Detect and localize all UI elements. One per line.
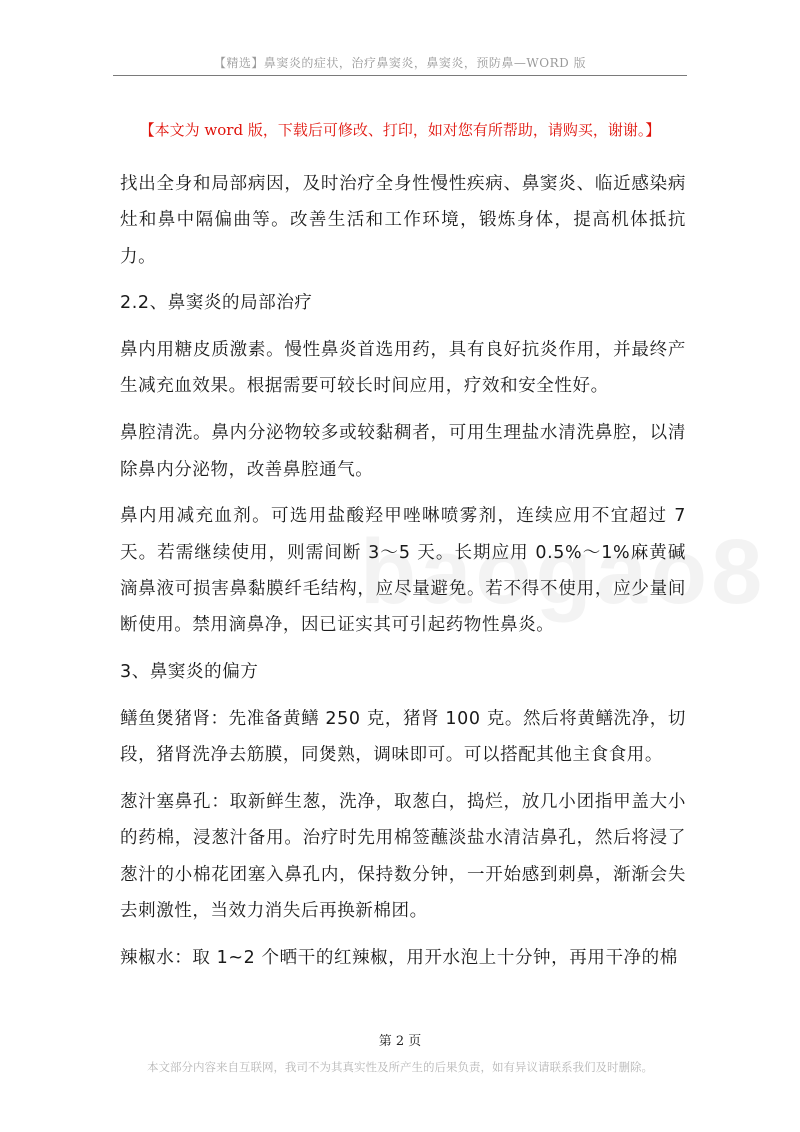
section-heading-folk-remedies: 3、鼻窦炎的偏方	[120, 662, 259, 683]
paragraph-decongestants: 鼻内用减充血剂。可选用盐酸羟甲唑啉喷雾剂，连续应用不宜超过 7 天。若需继续使用，则需间断 3～5 天。长期应用 0.5%～1%麻黄碱滴鼻液可损害鼻黏膜纤毛结构，应尽量避免。若不得不使用，应少量间断使用。禁用滴鼻净，因已证实其可引起药物性鼻炎。	[120, 506, 686, 636]
page-footer: 本文部分内容来自互联网，我司不为其真实性及所产生的后果负责，如有异议请联系我们及时删除。	[147, 1060, 653, 1074]
header-divider	[113, 75, 687, 76]
paragraph-eel-kidney-soup: 鳝鱼煲猪肾：先准备黄鳝 250 克，猪肾 100 克。然后将黄鳝洗净，切段，猪肾洗净去筋膜，同煲熟，调味即可。可以搭配其他主食食用。	[120, 708, 686, 766]
page-header: 【精选】鼻窦炎的症状，治疗鼻窦炎，鼻窦炎，预防鼻—WORD 版	[213, 56, 587, 70]
paragraph-nasal-irrigation: 鼻腔清洗。鼻内分泌物较多或较黏稠者，可用生理盐水清洗鼻腔，以清除鼻内分泌物，改善鼻腔通气。	[120, 423, 686, 480]
paragraph-scallion-juice: 葱汁塞鼻孔：取新鲜生葱，洗净，取葱白，捣烂，放几小团指甲盖大小的药棉，浸葱汁备用。治疗时先用棉签蘸淡盐水清洁鼻孔，然后将浸了葱汁的小棉花团塞入鼻孔内，保持数分钟，一开始感到刺鼻，渐渐会失去刺激性，当效力消失后再换新棉团。	[120, 791, 686, 921]
page-number: 第 2 页	[378, 1034, 422, 1049]
paragraph-chili-water: 辣椒水：取 1~2 个晒干的红辣椒，用开水泡上十分钟，再用干净的棉	[120, 947, 678, 968]
section-heading-local-treatment: 2.2、鼻窦炎的局部治疗	[120, 293, 313, 314]
document-body	[120, 166, 686, 986]
paragraph-corticosteroids: 鼻内用糖皮质激素。慢性鼻炎首选用药，具有良好抗炎作用，并最终产生减充血效果。根据需要可较长时间应用，疗效和安全性好。	[120, 340, 686, 397]
download-notice: 【本文为 word 版，下载后可修改、打印，如对您有所帮助，请购买，谢谢。】	[139, 121, 661, 139]
paragraph-general-treatment: 找出全身和局部病因，及时治疗全身性慢性疾病、鼻窦炎、临近感染病灶和鼻中隔偏曲等。改善生活和工作环境，锻炼身体，提高机体抵抗力。	[120, 174, 686, 267]
